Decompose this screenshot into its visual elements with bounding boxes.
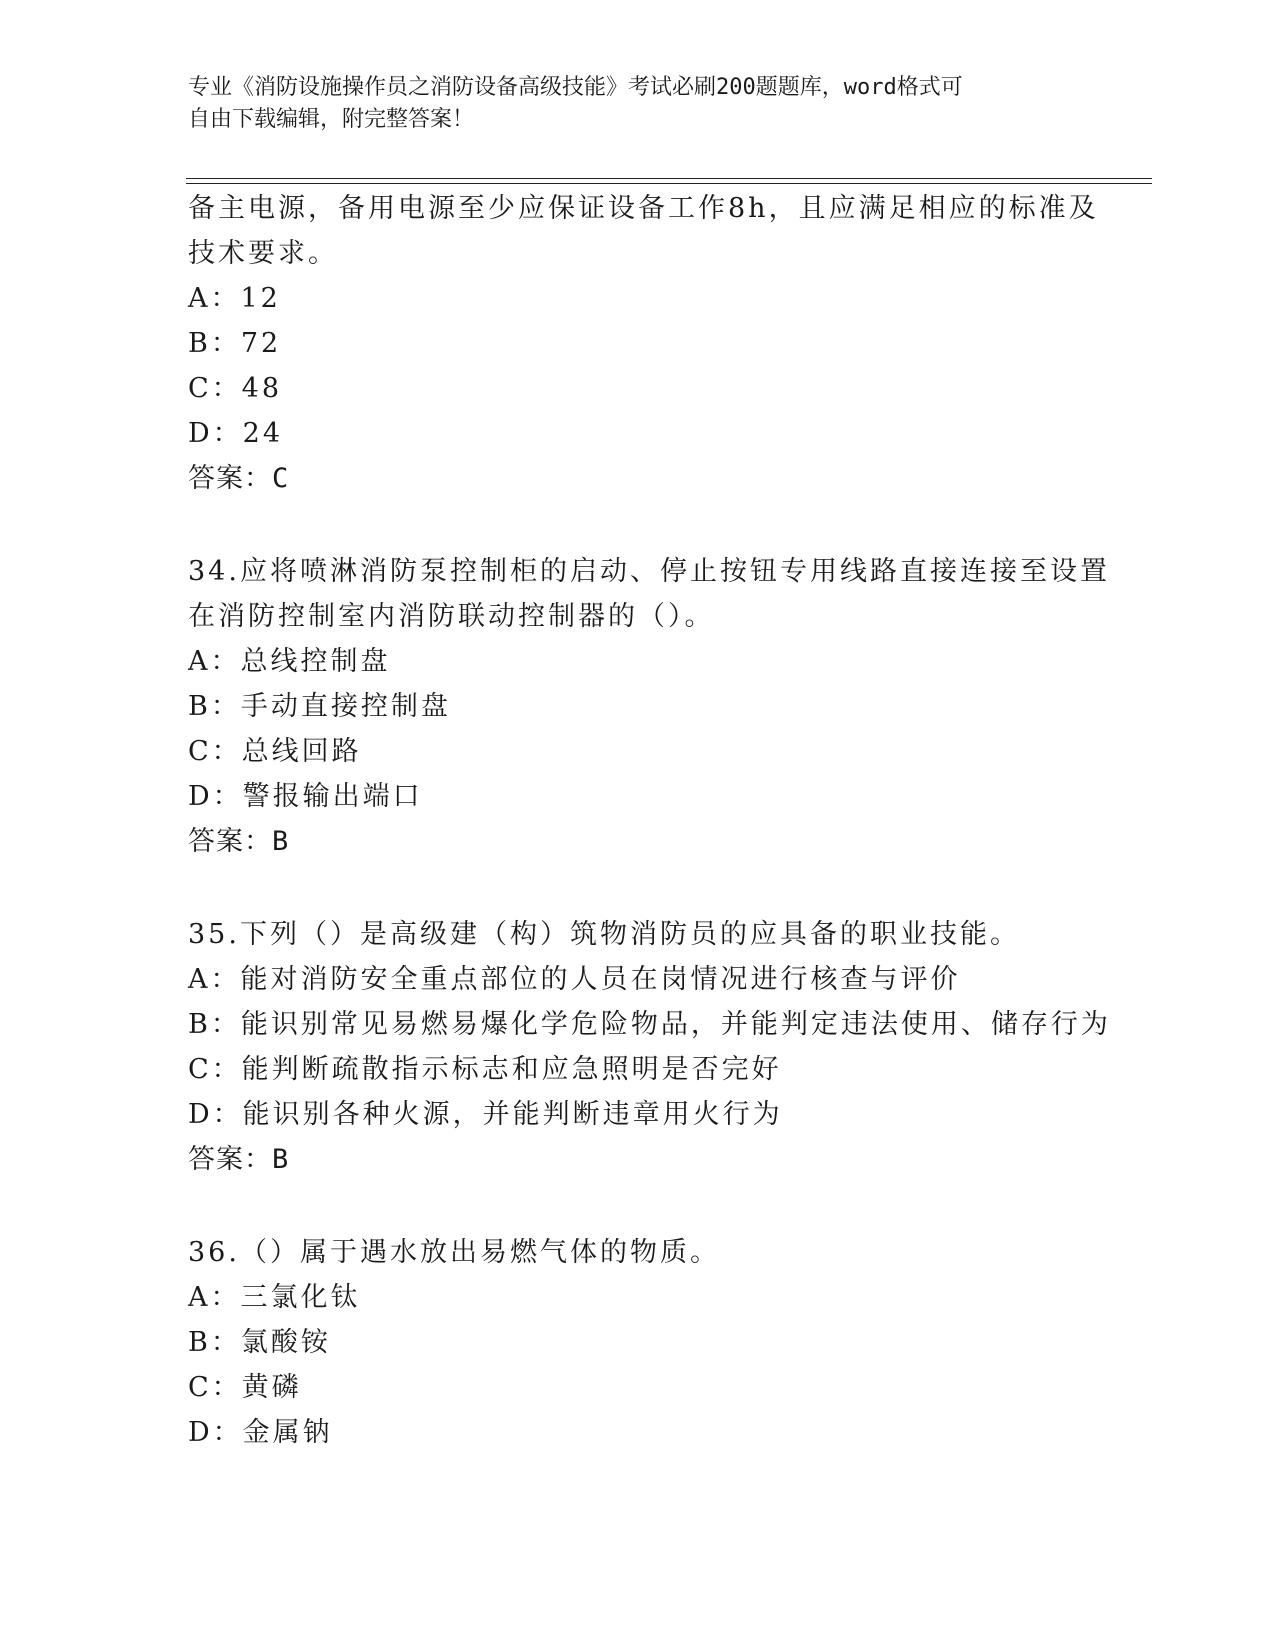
header-line-1: 专业《消防设施操作员之消防设备高级技能》考试必刷200题题库，word格式可 <box>188 75 963 100</box>
option-d: D：能识别各种火源，并能判断违章用火行为 <box>188 1099 783 1130</box>
question-content <box>188 186 1111 1455</box>
question-34 <box>188 549 1110 864</box>
option-d: D：警报输出端口 <box>188 781 423 812</box>
option-b: B：氯酸铵 <box>188 1327 331 1358</box>
option-c: C：48 <box>188 373 283 404</box>
question-33 <box>188 186 1099 501</box>
question-stem-line: 34.应将喷淋消防泵控制柜的启动、停止按钮专用线路直接连接至设置 <box>188 556 1110 587</box>
answer-line: 答案：B <box>188 1144 290 1175</box>
header-divider-bottom <box>186 183 1152 184</box>
option-b: B：72 <box>188 328 282 359</box>
document-header <box>188 72 1068 136</box>
option-a: A：12 <box>188 283 281 314</box>
question-stem-line: 在消防控制室内消防联动控制器的（）。 <box>188 601 715 632</box>
question-stem-line: 备主电源，备用电源至少应保证设备工作8h，且应满足相应的标准及 <box>188 193 1099 224</box>
question-36 <box>188 1230 1068 1455</box>
option-c: C：总线回路 <box>188 736 362 767</box>
question-stem-line: 36.（）属于遇水放出易燃气体的物质。 <box>188 1237 720 1268</box>
option-d: D：金属钠 <box>188 1417 333 1448</box>
option-a: A：总线控制盘 <box>188 646 391 677</box>
option-b: B：能识别常见易燃易爆化学危险物品，并能判定违法使用、储存行为 <box>188 1009 1111 1040</box>
option-a: A：能对消防安全重点部位的人员在岗情况进行核查与评价 <box>188 964 961 995</box>
question-stem-line: 技术要求。 <box>188 238 338 269</box>
option-c: C：能判断疏散指示标志和应急照明是否完好 <box>188 1054 782 1085</box>
option-a: A：三氯化钛 <box>188 1282 361 1313</box>
question-35 <box>188 912 1111 1182</box>
option-c: C：黄磷 <box>188 1372 302 1403</box>
answer-line: 答案：B <box>188 826 290 857</box>
answer-line: 答案：C <box>188 463 290 494</box>
header-line-2: 自由下载编辑，附完整答案！ <box>188 107 475 132</box>
question-stem-line: 35.下列（）是高级建（构）筑物消防员的应具备的职业技能。 <box>188 919 1020 950</box>
option-b: B：手动直接控制盘 <box>188 691 451 722</box>
option-d: D：24 <box>188 418 284 449</box>
header-divider-top <box>186 178 1152 179</box>
